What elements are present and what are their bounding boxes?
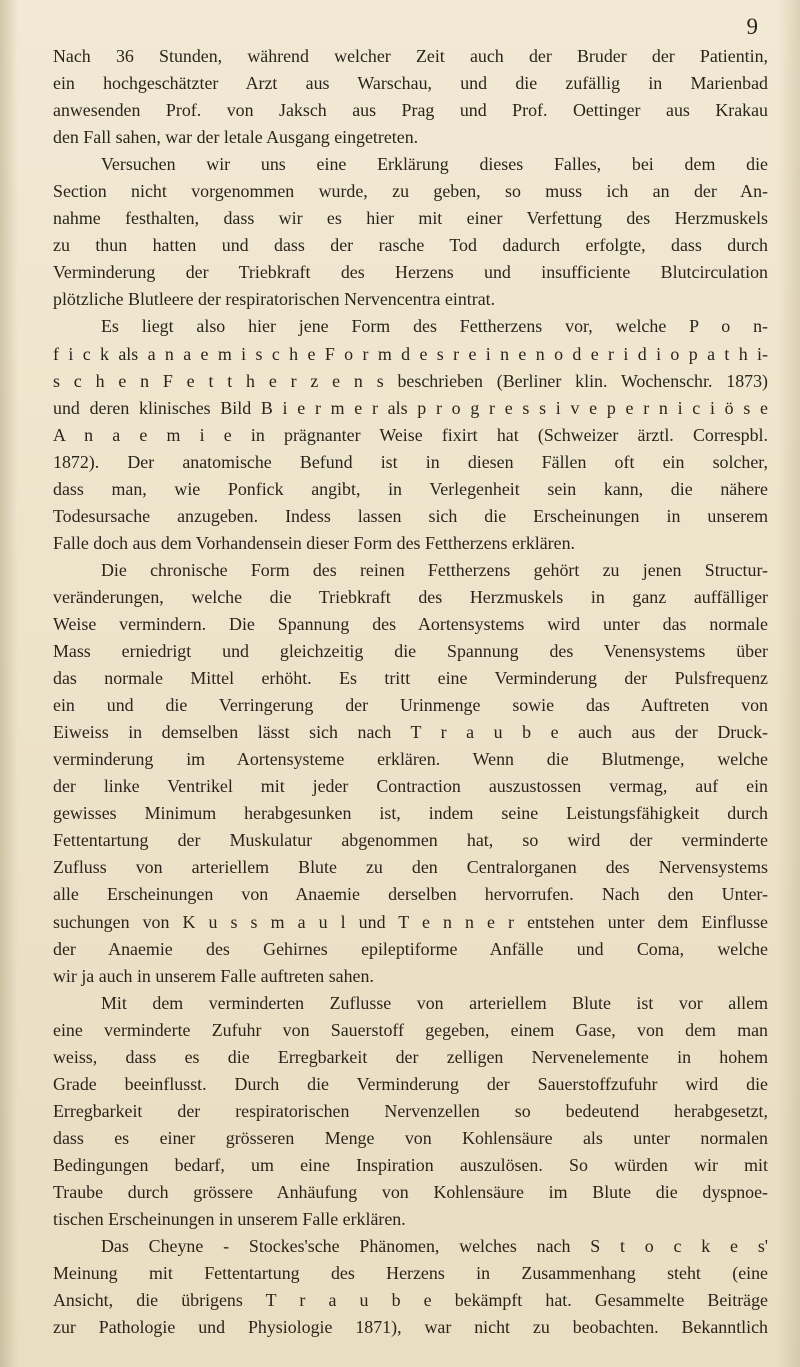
text-line: ein hochgeschätzter Arzt aus Warschau, und die zufällig in Marienbad [53, 73, 768, 94]
text-line: Es liegt also hier jene Form des Fettherzens vor, welche P o n- [101, 316, 768, 337]
text-line: Fettentartung der Muskulatur abgenommen hat, so wird der verminderte [53, 830, 768, 851]
text-line: Traube durch grössere Anhäufung von Kohlensäure im Blute die dyspnoe- [53, 1181, 768, 1202]
text-line: wir ja auch in unserem Falle auftreten sahen. [53, 965, 374, 986]
text-line: zu thun hatten und dass der rasche Tod dadurch erfolgte, dass durch [53, 235, 768, 256]
text-line: eine verminderte Zufuhr von Sauerstoff gegeben, einem Gase, von dem man [53, 1019, 768, 1040]
text-line: Verminderung der Triebkraft des Herzens und insufficiente Blutcirculation [53, 262, 768, 283]
text-line: Ansicht, die übrigens T r a u b e bekämpft hat. Gesammelte Beiträge [53, 1290, 768, 1311]
text-line: Todesursache anzugeben. Indess lassen sich die Erscheinungen in unserem [53, 505, 768, 526]
text-line: Nach 36 Stunden, während welcher Zeit auch der Bruder der Patientin, [53, 46, 768, 66]
text-line: Zufluss von arteriellem Blute zu den Centralorganen des Nervensystems [53, 857, 768, 878]
text-line: dass es einer grösseren Menge von Kohlensäure als unter normalen [53, 1127, 768, 1148]
text-line: Versuchen wir uns eine Erklärung dieses Falles, bei dem die [101, 154, 768, 175]
text-line: tischen Erscheinungen in unserem Falle erklären. [53, 1209, 406, 1230]
text-line: verminderung im Aortensysteme erklären. Wenn die Blutmenge, welche [53, 749, 768, 770]
text-line: Weise vermindern. Die Spannung des Aortensystems wird unter das normale [53, 613, 768, 634]
text-line: alle Erscheinungen von Anaemie derselben hervorrufen. Nach den Unter- [53, 884, 768, 905]
text-line: 1872). Der anatomische Befund ist in diesen Fällen oft ein solcher, [53, 451, 768, 472]
text-line: Bedingungen bedarf, um eine Inspiration auszulösen. So würden wir mit [53, 1154, 768, 1175]
text-line: nahme festhalten, dass wir es hier mit einer Verfettung des Herzmuskels [53, 208, 768, 229]
text-line: Erregbarkeit der respiratorischen Nervenzellen so bedeutend herabgesetzt, [53, 1100, 768, 1121]
text-line: und deren klinisches Bild B i e r m e r als p r o g r e s s i v e p e r n i c i ö s e [53, 397, 768, 418]
text-line: f i c k als a n a e m i s c h e F o r m d e s r e i n e n o d e r i d i o p a t h i- [53, 343, 768, 364]
text-line: Section nicht vorgenommen wurde, zu geben, so muss ich an der An- [53, 181, 768, 202]
text-line: s c h e n F e t t h e r z e n s beschrieben (Berliner klin. Wochenschr. 1873) [53, 370, 768, 391]
text-line: zur Pathologie und Physiologie 1871), war nicht zu beobachten. Bekanntlich [53, 1317, 768, 1338]
text-line: anwesenden Prof. von Jaksch aus Prag und Prof. Oettinger aus Krakau [53, 100, 768, 121]
text-line: Das Cheyne - Stockes'sche Phänomen, welches nach S t o c k e s' [101, 1236, 768, 1257]
text-line: ein und die Verringerung der Urinmenge sowie das Auftreten von [53, 695, 768, 716]
text-line: Die chronische Form des reinen Fettherzens gehört zu jenen Structur- [101, 559, 768, 580]
text-line: A n a e m i e in prägnanter Weise fixirt hat (Schweizer ärztl. Correspbl. [53, 424, 768, 445]
text-line: Grade beeinflusst. Durch die Verminderung der Sauerstoffzufuhr wird die [53, 1073, 768, 1094]
text-line: Mass erniedrigt und gleichzeitig die Spannung des Venensystems über [53, 641, 768, 662]
text-line: Eiweiss in demselben lässt sich nach T r a u b e auch aus der Druck- [53, 722, 768, 743]
text-line: veränderungen, welche die Triebkraft des Herzmuskels in ganz auffälliger [53, 586, 768, 607]
page-number: 9 [746, 14, 758, 39]
text-line: das normale Mittel erhöht. Es tritt eine Verminderung der Pulsfrequenz [53, 668, 768, 689]
text-line: den Fall sahen, war der letale Ausgang eingetreten. [53, 127, 419, 148]
body-text [53, 43, 768, 1341]
text-line: Mit dem verminderten Zuflusse von arteriellem Blute ist vor allem [101, 992, 768, 1013]
text-line: gewisses Minimum herabgesunken ist, indem seine Leistungsfähigkeit durch [53, 803, 768, 824]
text-line: dass man, wie Ponfick angibt, in Verlegenheit sein kann, die nähere [53, 478, 768, 499]
text-line: suchungen von K u s s m a u l und T e n n e r entstehen unter dem Einflusse [53, 911, 768, 932]
text-line: Meinung mit Fettentartung des Herzens in Zusammenhang steht (eine [53, 1263, 768, 1284]
text-line: plötzliche Blutleere der respiratorischen Nervencentra eintrat. [53, 289, 496, 310]
text-line: Falle doch aus dem Vorhandensein dieser Form des Fettherzens erklären. [53, 532, 575, 553]
text-line: der Anaemie des Gehirnes epileptiforme Anfälle und Coma, welche [53, 938, 768, 959]
text-line: der linke Ventrikel mit jeder Contraction auszustossen vermag, auf ein [53, 776, 768, 797]
text-line: weiss, dass es die Erregbarkeit der zelligen Nervenelemente in hohem [53, 1046, 768, 1067]
